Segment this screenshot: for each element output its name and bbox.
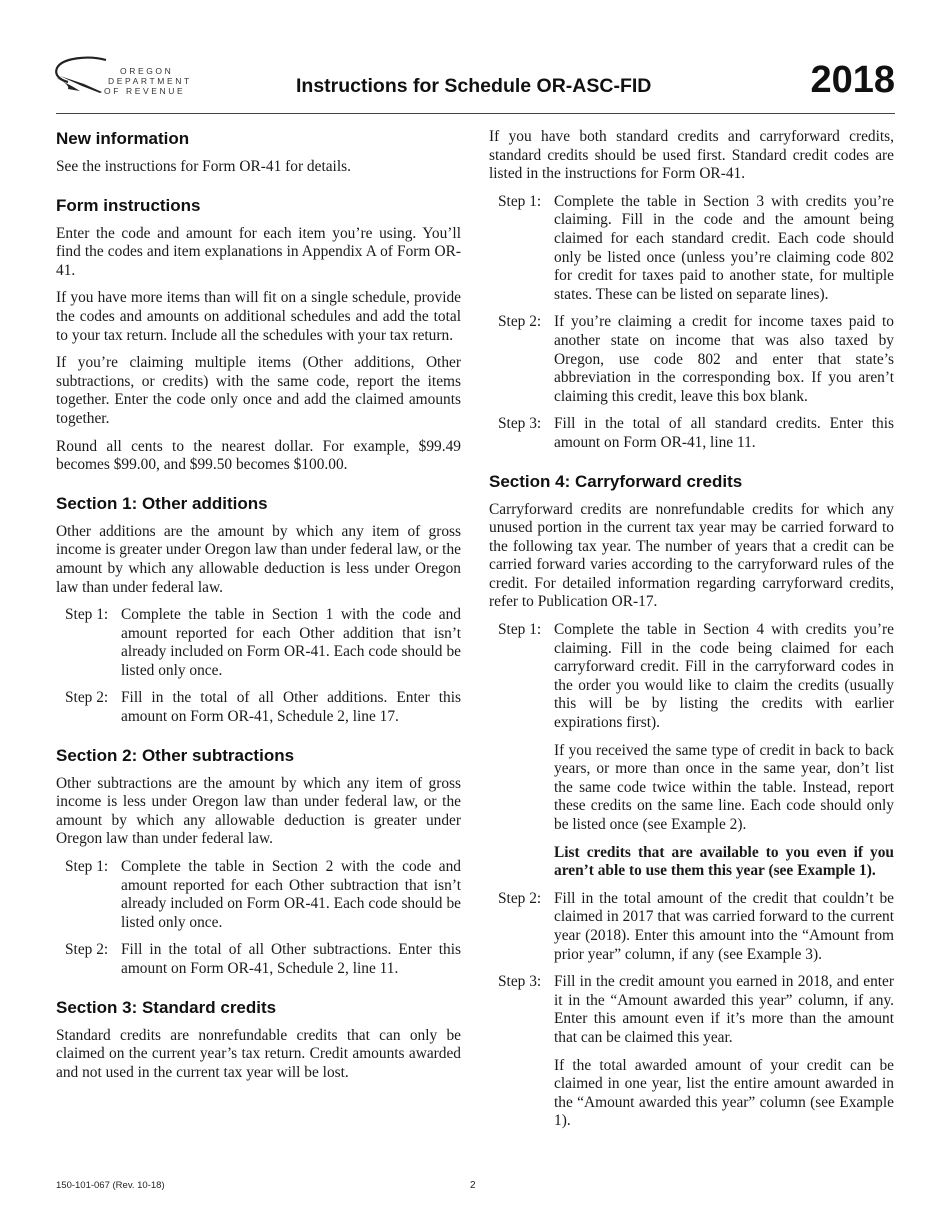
standard-credits-intro: If you have both standard credits and carryforward credits, standard credits should be used first. Standard credit codes are listed in the instructions for Form OR-41.	[489, 128, 894, 183]
section-1-step	[65, 689, 461, 726]
section-4-step	[498, 890, 894, 964]
step-text: Fill in the total of all Other additions. Enter this amount on Form OR-41, Schedule 2, line 17.	[121, 689, 461, 726]
step-label: Step 3:	[498, 973, 542, 991]
section-2-text: Other subtractions are the amount by which any item of gross income is less under Oregon law than under federal law, or the amount by which any allowable deduction is greater under Oregon law than under federal law.	[56, 774, 461, 848]
new-information-text: See the instructions for Form OR-41 for details.	[56, 158, 351, 175]
section-2-step	[65, 858, 461, 932]
step-body	[554, 621, 894, 881]
step-paragraph: Fill in the total amount of the credit that couldn’t be claimed in 2017 that was carried forward to the current year (2018). Enter this amount into the “Amount from prior year” column, if any (see Example 3).	[554, 889, 894, 963]
section-2-step	[65, 941, 461, 978]
step-label: Step 1:	[65, 858, 109, 876]
step-paragraph: If you received the same type of credit in back to back years, or more than once in the same year, don’t list the same code twice within the table. Instead, report these credits on the same line. Each code should only be listed once (see Example 2).	[554, 741, 894, 833]
step-label: Step 1:	[498, 192, 542, 210]
step-body	[554, 890, 894, 964]
form-instructions-paragraph: Enter the code and amount for each item you’re using. You’ll find the codes and item explanations in Appendix A of Form OR-41.	[56, 224, 461, 279]
section-1-heading: Section 1: Other additions	[56, 493, 268, 513]
section-3-step	[498, 193, 894, 305]
step-text: If you’re claiming a credit for income taxes paid to another state on income that was also taxed by Oregon, use code 802 and enter that state’s abbreviation in the corresponding box. If you aren’t claiming this credit, leave this box blank.	[554, 313, 894, 405]
step-text: Fill in the total of all Other subtractions. Enter this amount on Form OR-41, Schedule 2, line 11.	[121, 941, 461, 977]
step-label: Step 2:	[498, 313, 542, 331]
step-text: Complete the table in Section 1 with the code and amount reported for each Other addition that isn’t already included on Form OR-41. Each code should be listed only once.	[121, 606, 461, 679]
section-1-step	[65, 606, 461, 680]
step-paragraph-bold: List credits that are available to you even if you aren’t able to use them this year (see Example 1).	[554, 843, 894, 880]
step-text: Complete the table in Section 2 with the code and amount reported for each Other subtraction that isn’t already included on Form OR-41. Each code should be listed only once.	[121, 858, 461, 931]
section-4-text: Carryforward credits are nonrefundable credits for which any unused portion in the current tax year may be carried forward to the following tax year. The number of years that a credit can be carried forward varies according to the carryforward rules of the credit. For detailed information regarding carryforward credits, refer to Publication OR-17.	[489, 500, 894, 611]
document-year: 2018	[810, 59, 895, 101]
header-divider	[56, 113, 895, 114]
form-instructions-heading: Form instructions	[56, 195, 201, 215]
form-instructions-paragraph: If you’re claiming multiple items (Other additions, Other subtractions, or credits) with the same code, report the items together. Enter the code only once and add the claimed amounts together.	[56, 354, 461, 427]
section-3-step	[498, 313, 894, 406]
section-4-heading: Section 4: Carryforward credits	[489, 471, 743, 491]
section-3-text: Standard credits are nonrefundable credits that can only be claimed on the current year’s tax return. Credit amounts awarded and not used in the current tax year will be lost.	[56, 1026, 461, 1081]
step-label: Step 3:	[498, 415, 542, 433]
logo-line-of-revenue: OF REVENUE	[104, 86, 186, 96]
form-instructions-paragraph: If you have more items than will fit on a single schedule, provide the codes and amounts on additional schedules and add the total to your tax return. Include all the schedules with your tax return.	[56, 289, 461, 344]
form-revision-code: 150-101-067 (Rev. 10-18)	[56, 1180, 165, 1191]
step-label: Step 1:	[498, 621, 542, 639]
section-3-heading: Section 3: Standard credits	[56, 997, 277, 1017]
form-instructions-paragraph: Round all cents to the nearest dollar. For example, $99.49 becomes $99.00, and $99.50 becomes $100.00.	[56, 437, 461, 474]
logo-line-department: DEPARTMENT	[108, 76, 192, 86]
section-3-step	[498, 415, 894, 452]
page-number: 2	[470, 1180, 476, 1191]
step-paragraph: Complete the table in Section 4 with credits you’re claiming. Fill in the code being claimed for each carryforward credit. Fill in the carryforward codes in the order you would like to claim the credits (usually this will be by listing the credits with earlier expirations first).	[554, 621, 894, 732]
step-text: Fill in the total of all standard credits. Enter this amount on Form OR-41, line 11.	[554, 415, 894, 451]
step-label: Step 1:	[65, 606, 109, 624]
step-label: Step 2:	[65, 941, 109, 959]
step-body	[554, 973, 894, 1131]
step-label: Step 2:	[65, 689, 109, 707]
section-2-heading: Section 2: Other subtractions	[56, 745, 295, 765]
right-column	[489, 128, 894, 1140]
oregon-dor-logo	[54, 52, 192, 102]
logo-line-oregon: OREGON	[120, 66, 174, 76]
left-column	[56, 128, 461, 1091]
step-label: Step 2:	[498, 889, 542, 907]
document-title: Instructions for Schedule OR-ASC-FID	[296, 75, 652, 97]
step-paragraph: Fill in the credit amount you earned in 2018, and enter it in the “Amount awarded this year” column, if any. Enter this amount even if it’s more than the amount that can be claimed this year.	[554, 973, 894, 1046]
step-text: Complete the table in Section 3 with credits you’re claiming. Fill in the code and the amount being claimed for each standard credit. Each code should only be listed once (unless you’re claiming code 802 for credit for taxes paid to another state, for multiple states. These can be listed on separate lines).	[554, 192, 894, 303]
new-information-heading: New information	[56, 129, 190, 148]
section-1-text: Other additions are the amount by which any item of gross income is greater under Oregon law than under federal law, or the amount by which any allowable deduction is less under Oregon law than under federal law.	[56, 522, 461, 596]
section-4-step	[498, 621, 894, 881]
section-4-step	[498, 973, 894, 1131]
step-paragraph: If the total awarded amount of your credit can be claimed in one year, list the entire amount awarded in the “Amount awarded this year” column (see Example 1).	[554, 1056, 894, 1130]
